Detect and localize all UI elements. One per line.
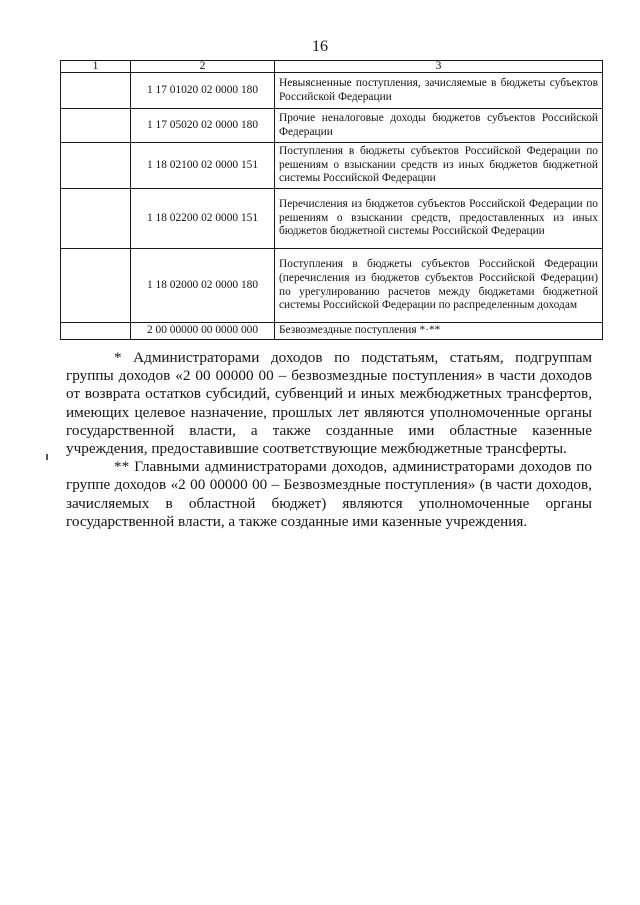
table-header-row xyxy=(61,61,603,73)
footnote-double-asterisk: ** Главными администраторами доходов, администраторами доходов по группе доходов «2 00 00000 00 – Безвозмездные поступления» (в части доходов, зачисляемых в областной бюджет) являются уполномоченные органы государственной власти, а также созданные ими казенные учреждения. xyxy=(66,458,592,530)
income-code-cell: 1 18 02000 02 0000 180 xyxy=(131,249,275,323)
footnotes xyxy=(66,349,592,531)
admin-code-cell xyxy=(61,189,131,249)
table-row xyxy=(61,143,603,189)
income-description-cell: Безвозмездные поступления *·** xyxy=(275,323,603,340)
footnote-single-asterisk: * Администраторами доходов по подстатьям, статьям, подгруппам группы доходов «2 00 00000 00 – безвозмездные поступления» в части доходов от возврата остатков субсидий, субвенций и иных межбюджетных трансфертов, имеющих целевое назначение, прошлых лет являются уполномоченные органы государственной власти, а также созданные ими областные казенные учреждения, предоставившие соответствующие межбюджетные трансферты. xyxy=(66,349,592,458)
income-code-cell: 1 17 01020 02 0000 180 xyxy=(131,73,275,109)
table-row xyxy=(61,323,603,340)
income-description-cell: Невыясненные поступления, зачисляемые в бюджеты субъектов Российской Федерации xyxy=(275,73,603,109)
table-row xyxy=(61,109,603,143)
income-code-cell: 2 00 00000 00 0000 000 xyxy=(131,323,275,340)
column-header-3: 3 xyxy=(275,61,603,73)
income-code-cell: 1 18 02200 02 0000 151 xyxy=(131,189,275,249)
admin-code-cell xyxy=(61,249,131,323)
income-description-cell: Поступления в бюджеты субъектов Российской Федерации (перечисления из бюджетов субъектов Российской Федерации) по урегулированию расчетов между бюджетами бюджетной системы Российской Федерации по распределенным доходам xyxy=(275,249,603,323)
table-row xyxy=(61,189,603,249)
income-description-cell: Перечисления из бюджетов субъектов Российской Федерации по решениям о взыскании средств, предоставленных из иных бюджетов бюджетной системы Российской Федерации xyxy=(275,189,603,249)
admin-code-cell xyxy=(61,73,131,109)
table-row xyxy=(61,73,603,109)
admin-code-cell xyxy=(61,109,131,143)
table-row xyxy=(61,249,603,323)
admin-code-cell xyxy=(61,143,131,189)
income-description-cell: Прочие неналоговые доходы бюджетов субъектов Российской Федерации xyxy=(275,109,603,143)
admin-code-cell xyxy=(61,323,131,340)
scan-mark xyxy=(46,454,48,460)
page-number: 16 xyxy=(312,38,328,55)
income-description-cell: Поступления в бюджеты субъектов Российской Федерации по решениям о взыскании средств из иных бюджетов бюджетной системы Российской Федерации xyxy=(275,143,603,189)
income-code-cell: 1 17 05020 02 0000 180 xyxy=(131,109,275,143)
income-code-cell: 1 18 02100 02 0000 151 xyxy=(131,143,275,189)
column-header-1: 1 xyxy=(61,61,131,73)
column-header-2: 2 xyxy=(131,61,275,73)
income-codes-table xyxy=(60,60,603,340)
